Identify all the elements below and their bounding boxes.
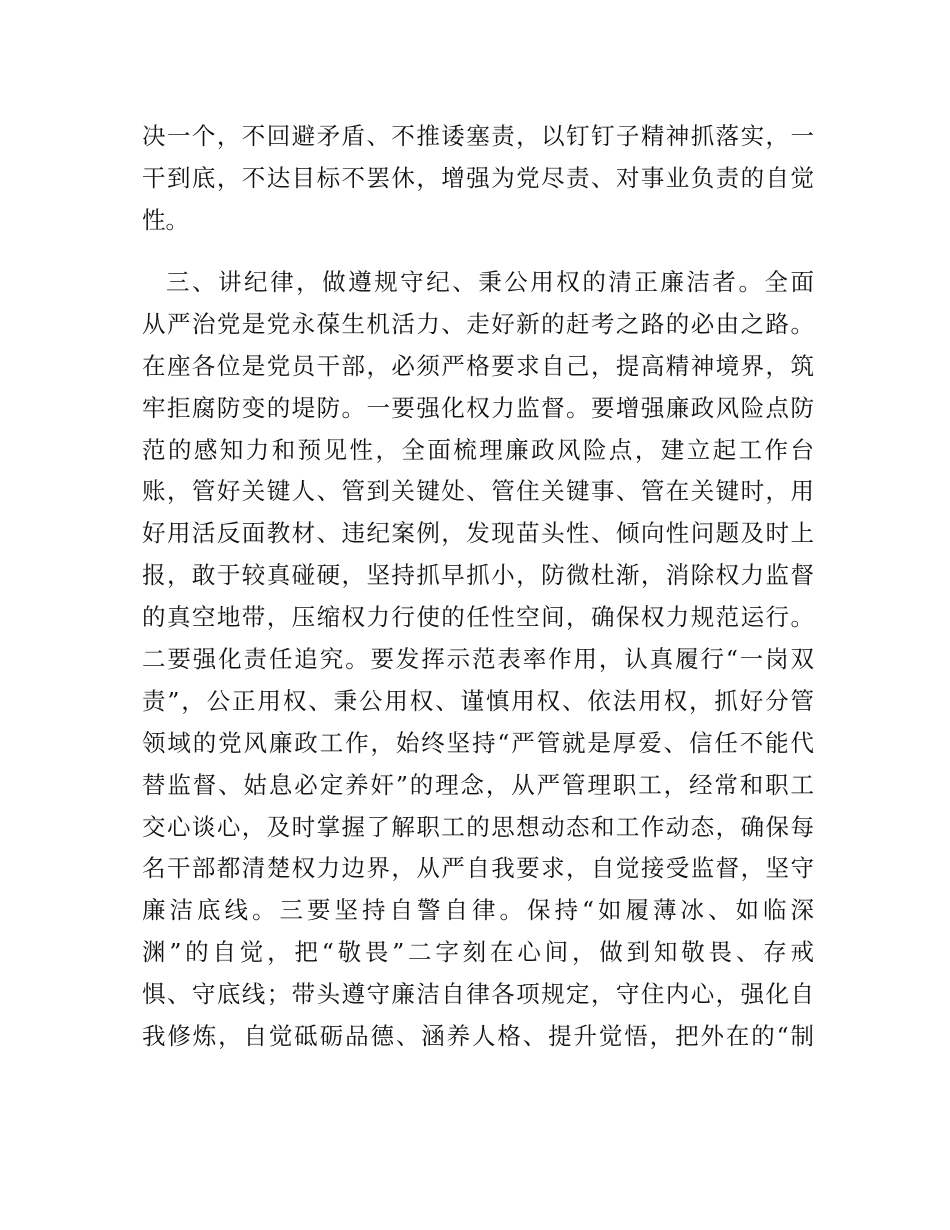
text-line: 责”，公正用权、秉公用权、谨慎用权、依法用权，抓好分管 xyxy=(142,686,814,715)
paragraph-continuation xyxy=(142,116,814,242)
text-line: 从严治党是党永葆生机活力、走好新的赶考之路的必由之路。 xyxy=(142,309,814,338)
text-line: 性。 xyxy=(142,205,189,234)
text-line: 账，管好关键人、管到关键处、管住关键事、管在关键时，用 xyxy=(142,477,814,506)
text-line: 廉洁底线。三要坚持自警自律。保持“如履薄冰、如临深 xyxy=(142,896,814,925)
text-line: 名干部都清楚权力边界，从严自我要求，自觉接受监督，坚守 xyxy=(142,854,814,883)
text-line: 牢拒腐防变的堤防。一要强化权力监督。要增强廉政风险点防 xyxy=(142,393,814,422)
text-line: 惧、守底线；带头遵守廉洁自律各项规定，守住内心，强化自 xyxy=(142,980,814,1009)
text-line: 的真空地带，压缩权力行使的任性空间，确保权力规范运行。 xyxy=(142,603,814,632)
paragraph-section-three xyxy=(142,262,814,1058)
text-line: 干到底，不达目标不罢休，增强为党尽责、对事业负责的自觉 xyxy=(142,163,814,192)
text-line: 范的感知力和预见性，全面梳理廉政风险点，建立起工作台 xyxy=(142,435,814,464)
text-line: 报，敢于较真碰硬，坚持抓早抓小，防微杜渐，消除权力监督 xyxy=(142,561,814,590)
text-line: 渊”的自觉，把“敬畏”二字刻在心间，做到知敬畏、存戒 xyxy=(142,938,814,967)
section-heading-line: 三、讲纪律，做遵规守纪、秉公用权的清正廉洁者。全面 xyxy=(166,268,814,296)
text-line: 交心谈心，及时掌握了解职工的思想动态和工作动态，确保每 xyxy=(142,812,814,841)
text-line: 决一个，不回避矛盾、不推诿塞责，以钉钉子精神抓落实，一 xyxy=(142,122,814,150)
text-line: 领域的党风廉政工作，始终坚持“严管就是厚爱、信任不能代 xyxy=(142,728,814,757)
text-line: 好用活反面教材、违纪案例，发现苗头性、倾向性问题及时上 xyxy=(142,519,814,548)
text-line: 替监督、姑息必定养奸”的理念，从严管理职工，经常和职工 xyxy=(142,770,814,799)
text-line: 二要强化责任追究。要发挥示范表率作用，认真履行“一岗双 xyxy=(142,645,814,674)
text-line: 在座各位是党员干部，必须严格要求自己，提高精神境界，筑 xyxy=(142,351,814,380)
text-line: 我修炼，自觉砥砺品德、涵养人格、提升觉悟，把外在的“制 xyxy=(142,1022,814,1051)
